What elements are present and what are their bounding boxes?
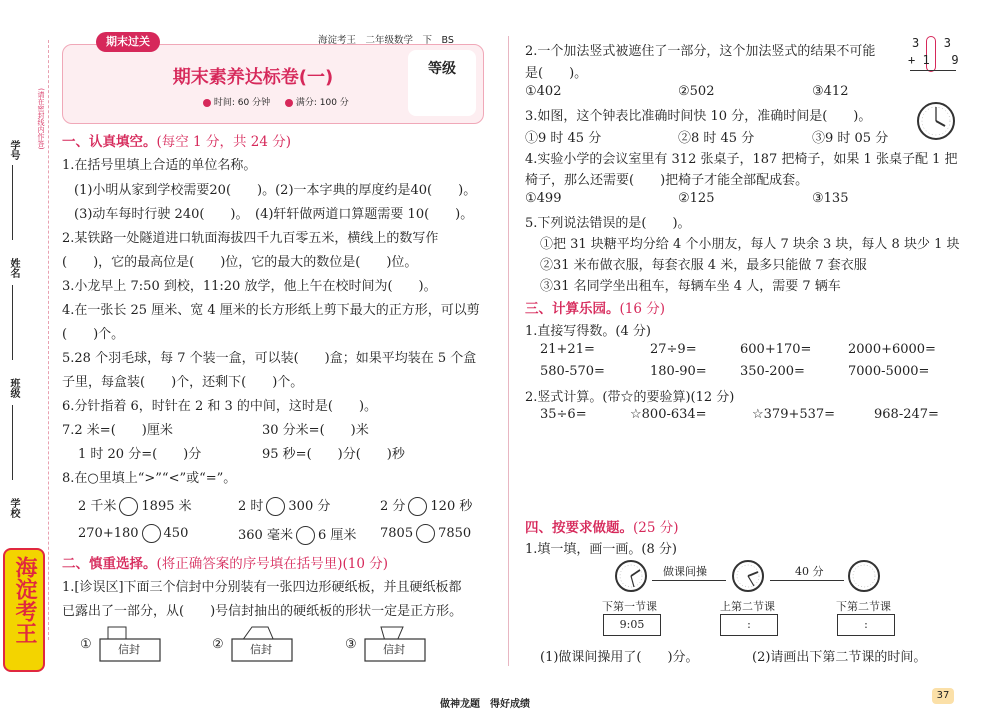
vcalc-1: 35÷6=: [540, 407, 587, 422]
flow-arrow-2-label: 40 分: [795, 565, 824, 578]
q1a: (1)小明从家到学校需要20( )。(2)一本字典的厚度约是40( )。: [74, 183, 477, 198]
q5b: 子里，每盒装( )个，还剩下( )个。: [62, 375, 304, 390]
compare-row-2c: 7805 7850: [380, 526, 472, 541]
calc-2-4: 7000-5000=: [848, 364, 930, 379]
compare-circle[interactable]: [119, 497, 138, 516]
header-card: [62, 44, 484, 124]
compare-circle[interactable]: [416, 524, 435, 543]
section-4-title: 四、按要求做题。(25 分): [525, 520, 679, 536]
time-label: 时间: 60 分钟: [203, 95, 270, 108]
d1: 1.填一填，画一画。(8 分): [525, 542, 677, 557]
s5-option-3: ③31 名同学坐出租车，每辆车坐 4 人，需要 7 辆车: [540, 279, 841, 294]
clock-icon: [730, 558, 766, 594]
margin-strip: [0, 0, 50, 715]
q7d: 95 秒=( )分( )秒: [262, 447, 405, 462]
page-title: 期末素养达标卷(一): [172, 67, 334, 88]
clock-label-3: 下第二节课: [836, 600, 891, 613]
calc-2-3: 350-200=: [740, 364, 805, 379]
s4a: 4.实验小学的会议室里有 312 张桌子，187 把椅子，如果 1 张桌子配 1 把: [525, 152, 958, 167]
vcalc-4: 968-247=: [874, 407, 939, 422]
compare-row-1: 2 千米 1895 米: [78, 499, 192, 514]
q2b: ( )，它的最高位是( )位，它的最大的数位是( )位。: [62, 255, 418, 270]
s1b: 已露出了一部分，从( )号信封抽出的硬纸板的形状一定是正方形。: [62, 604, 463, 619]
score-label: 满分: 100 分: [285, 95, 349, 108]
q7c: 1 时 20 分=( )分: [78, 447, 202, 462]
s3-option-3: ③9 时 05 分: [812, 131, 889, 146]
compare-circle[interactable]: [266, 497, 285, 516]
field-class: 班级: [8, 378, 19, 398]
dashed-seal-line: [48, 40, 49, 640]
time-box-1: 9:05: [603, 614, 661, 636]
c2: 2.竖式计算。(带☆的要验算)(12 分): [525, 390, 735, 405]
calc-2-2: 180-90=: [650, 364, 707, 379]
calc-1-2: 27÷9=: [650, 342, 697, 357]
section-3-title: 三、计算乐园。(16 分): [525, 301, 666, 317]
q3: 3.小龙早上 7:50 到校，11:20 放学，他上午在校时间为( )。: [62, 279, 437, 294]
s2-option-2: ②502: [678, 84, 715, 99]
d1a: (1)做课间操用了( )分。: [540, 650, 699, 665]
section-1-title: 一、认真填空。(每空 1 分，共 24 分): [62, 134, 291, 150]
time-box-3[interactable]: :: [837, 614, 895, 636]
calc-1-4: 2000+6000=: [848, 342, 936, 357]
calc-1-3: 600+170=: [740, 342, 812, 357]
field-name: 姓名: [8, 258, 19, 278]
field-school: 学校: [8, 498, 19, 518]
calc-1-1: 21+21=: [540, 342, 595, 357]
s4b: 椅子，那么还需要( )把椅子才能全部配成套。: [525, 173, 809, 188]
q1: 1.在括号里填上合适的单位名称。: [62, 158, 257, 173]
q7a: 7.2 米=( )厘米: [62, 423, 173, 438]
header-meta: 海淀考王 二年级数学 下 BS: [318, 35, 454, 46]
q2a: 2.某铁路一处隧道进口轨面海拔四千九百零五米，横线上的数写作: [62, 231, 439, 246]
vertical-note: (请在密封线内作答): [37, 88, 45, 150]
q4b: ( )个。: [62, 327, 125, 342]
c1: 1.直接写得数。(4 分): [525, 324, 651, 339]
clock-icon: [203, 99, 211, 107]
d1b: (2)请画出下第二节课的时间。: [752, 650, 927, 665]
compare-row-1b: 2 时 300 分: [238, 499, 331, 514]
brand-logo: 海淀考王: [3, 548, 45, 672]
q5a: 5.28 个羽毛球，每 7 个装一盒，可以装( )盒；如果平均装在 5 个盒: [62, 351, 477, 366]
s1a: 1.[诊误区]下面三个信封中分别装有一张四边形硬纸板，并且硬纸板都: [62, 580, 462, 595]
s2b: 是( )。: [525, 66, 588, 81]
footer-slogan: 做神龙题 得好成绩: [440, 699, 530, 710]
s3-option-2: ②8 时 45 分: [678, 131, 755, 146]
clock-label-2: 上第二节课: [720, 600, 775, 613]
s3-option-1: ①9 时 45 分: [525, 131, 602, 146]
s3: 3.如图，这个钟表比准确时间快 10 分，准确时间是( )。: [525, 109, 872, 124]
compare-circle[interactable]: [408, 497, 427, 516]
column-divider: [508, 36, 509, 666]
s4-option-2: ②125: [678, 191, 715, 206]
clock-icon: [915, 100, 957, 142]
envelope-option-3[interactable]: ③ 信封: [345, 625, 445, 665]
compare-circle[interactable]: [296, 526, 315, 545]
grade-label: 等级: [428, 61, 456, 77]
calc-2-1: 580-570=: [540, 364, 605, 379]
q8: 8.在○里填上“>”“<”或“=”。: [62, 471, 237, 486]
s5-option-2: ②31 米布做衣服，每套衣服 4 米，最多只能做 7 套衣服: [540, 258, 867, 273]
s5: 5.下列说法错误的是( )。: [525, 216, 691, 231]
page-number: 37: [932, 688, 954, 704]
compare-circle[interactable]: [142, 524, 161, 543]
clock-icon: [846, 558, 882, 594]
s4-option-3: ③135: [812, 191, 849, 206]
envelope-option-2[interactable]: ② 信封: [212, 625, 312, 665]
s2a: 2.一个加法竖式被遮住了一部分，这个加法竖式的结果不可能: [525, 44, 876, 59]
vcalc-3: ☆379+537=: [752, 407, 836, 422]
s5-option-1: ①把 31 块糖平均分给 4 个小朋友，每人 7 块余 3 块，每人 8 块少 1 块: [540, 237, 960, 252]
s2-option-1: ①402: [525, 84, 562, 99]
section-2-title: 二、慎重选择。(将正确答案的序号填在括号里)(10 分): [62, 556, 389, 572]
q6: 6.分针指着 6，时针在 2 和 3 的中间，这时是( )。: [62, 399, 378, 414]
ribbon: 期末过关: [96, 32, 160, 52]
envelope-option-1[interactable]: ① 信封: [80, 625, 180, 665]
vertical-addition: 3 3 + 1 9: [912, 36, 958, 72]
flow-arrow-1-label: 做课间操: [663, 565, 707, 578]
check-icon: [285, 99, 293, 107]
compare-row-2: 270+180 450: [78, 526, 189, 541]
s4-option-1: ①499: [525, 191, 562, 206]
clock-icon: [613, 558, 649, 594]
flow-arrow-2: [770, 580, 844, 581]
compare-row-1c: 2 分 120 秒: [380, 499, 473, 514]
compare-row-2b: 360 毫米 6 厘米: [238, 528, 357, 543]
vcalc-2: ☆800-634=: [630, 407, 707, 422]
grade-box: [408, 50, 476, 116]
q1b: (3)动车每时行驶 240( )。 (4)轩轩做两道口算题需要 10( )。: [74, 207, 474, 222]
q4a: 4.在一张长 25 厘米、宽 4 厘米的长方形纸上剪下最大的正方形，可以剪: [62, 303, 480, 318]
time-box-2[interactable]: :: [720, 614, 778, 636]
field-student-id: 学号: [8, 140, 19, 160]
q7b: 30 分米=( )米: [262, 423, 369, 438]
clock-label-1: 下第一节课: [602, 600, 657, 613]
s2-option-3: ③412: [812, 84, 849, 99]
flow-arrow-1: [652, 580, 726, 581]
